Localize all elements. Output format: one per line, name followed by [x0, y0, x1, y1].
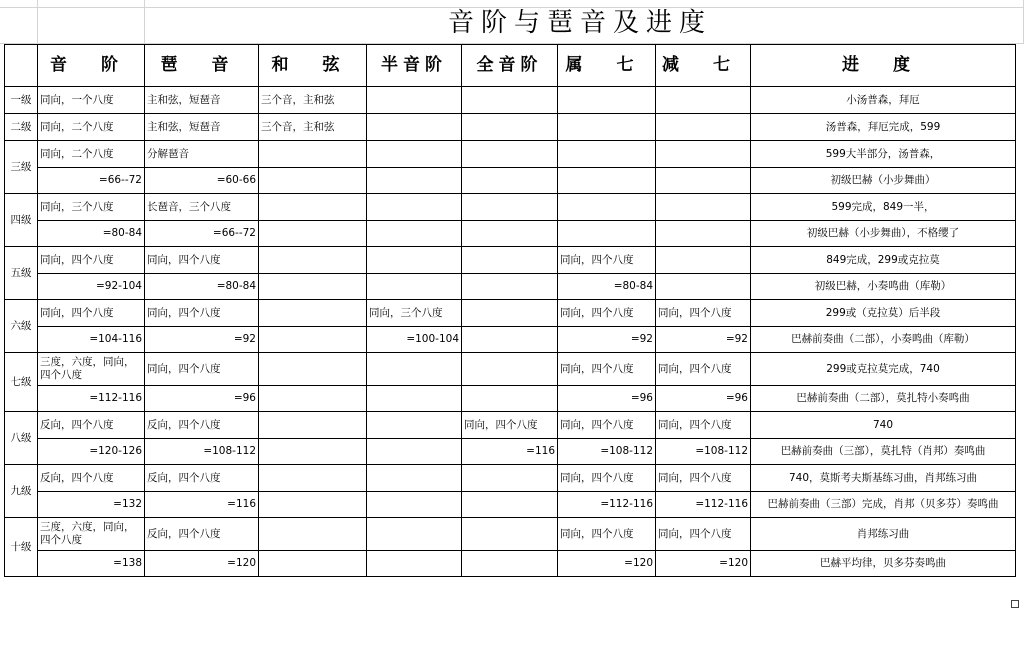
chord-tempo-cell: [259, 492, 367, 518]
arpeggio-cell: 同向，四个八度: [145, 300, 259, 327]
table-row: [5, 194, 1016, 221]
progress-table: [4, 44, 1016, 577]
progress-cell: 740: [751, 412, 1016, 439]
dominant-seventh-cell: [558, 141, 656, 168]
table-row: [5, 247, 1016, 274]
dominant-seventh-cell: 同向，四个八度: [558, 412, 656, 439]
diminished-seventh-tempo-cell: =108-112: [656, 439, 751, 465]
chord-cell: [259, 412, 367, 439]
diminished-seventh-cell: 同向，四个八度: [656, 412, 751, 439]
chord-cell: [259, 465, 367, 492]
dominant-seventh-cell: [558, 87, 656, 114]
chromatic-tempo-cell: =100-104: [367, 327, 462, 353]
scale-tempo-cell: =120-126: [38, 439, 145, 465]
diminished-seventh-cell: [656, 247, 751, 274]
whole-tone-cell: 同向，四个八度: [462, 412, 558, 439]
progress-cell: 巴赫平均律，贝多芬奏鸣曲: [751, 551, 1016, 577]
dominant-seventh-tempo-cell: [558, 221, 656, 247]
whole-tone-tempo-cell: [462, 274, 558, 300]
diminished-seventh-tempo-cell: =112-116: [656, 492, 751, 518]
resize-handle[interactable]: [1011, 600, 1019, 608]
scale-cell: 同向，四个八度: [38, 300, 145, 327]
table-row: [5, 87, 1016, 114]
arpeggio-tempo-cell: =120: [145, 551, 259, 577]
level-label: 六级: [5, 300, 38, 353]
table-row: [5, 141, 1016, 168]
whole-tone-tempo-cell: [462, 327, 558, 353]
whole-tone-cell: [462, 353, 558, 386]
chromatic-cell: [367, 353, 462, 386]
header-whole-tone: 全音阶: [462, 45, 558, 87]
header-diminished-seventh: 减 七: [656, 45, 751, 87]
table-row: [5, 492, 1016, 518]
chromatic-tempo-cell: [367, 386, 462, 412]
arpeggio-cell: 主和弦，短琶音: [145, 87, 259, 114]
whole-tone-cell: [462, 465, 558, 492]
chromatic-cell: [367, 465, 462, 492]
scale-tempo-cell: =138: [38, 551, 145, 577]
diminished-seventh-cell: [656, 141, 751, 168]
arpeggio-tempo-cell: =60-66: [145, 168, 259, 194]
dominant-seventh-cell: 同向，四个八度: [558, 300, 656, 327]
dominant-seventh-tempo-cell: =92: [558, 327, 656, 353]
progress-cell: 巴赫前奏曲（三部）完成，肖邦（贝多芬）奏鸣曲: [751, 492, 1016, 518]
whole-tone-cell: [462, 300, 558, 327]
chord-cell: [259, 300, 367, 327]
chromatic-tempo-cell: [367, 492, 462, 518]
scale-tempo-cell: =66--72: [38, 168, 145, 194]
arpeggio-tempo-cell: =92: [145, 327, 259, 353]
arpeggio-cell: 反向，四个八度: [145, 412, 259, 439]
table-row: [5, 221, 1016, 247]
chromatic-tempo-cell: [367, 274, 462, 300]
chord-tempo-cell: [259, 386, 367, 412]
progress-cell: 汤普森，拜厄完成，599: [751, 114, 1016, 141]
arpeggio-cell: 长琶音，三个八度: [145, 194, 259, 221]
dominant-seventh-cell: 同向，四个八度: [558, 247, 656, 274]
arpeggio-tempo-cell: =96: [145, 386, 259, 412]
dominant-seventh-tempo-cell: =96: [558, 386, 656, 412]
progress-cell: 299或（克拉莫）后半段: [751, 300, 1016, 327]
level-label: 二级: [5, 114, 38, 141]
dominant-seventh-tempo-cell: [558, 168, 656, 194]
chromatic-cell: [367, 518, 462, 551]
progress-cell: 599大半部分，汤普森，: [751, 141, 1016, 168]
whole-tone-cell: [462, 194, 558, 221]
diminished-seventh-tempo-cell: [656, 221, 751, 247]
dominant-seventh-cell: [558, 114, 656, 141]
chord-cell: 三个音，主和弦: [259, 114, 367, 141]
chord-cell: [259, 518, 367, 551]
level-label: 七级: [5, 353, 38, 412]
scale-tempo-cell: =132: [38, 492, 145, 518]
diminished-seventh-cell: 同向，四个八度: [656, 300, 751, 327]
progress-cell: 初级巴赫（小步舞曲），不格缨了: [751, 221, 1016, 247]
arpeggio-cell: 主和弦，短琶音: [145, 114, 259, 141]
scale-cell: 同向，四个八度: [38, 247, 145, 274]
table-row: [5, 300, 1016, 327]
chromatic-cell: [367, 87, 462, 114]
chromatic-cell: [367, 114, 462, 141]
table-row: [5, 518, 1016, 551]
table-row: [5, 168, 1016, 194]
whole-tone-tempo-cell: [462, 168, 558, 194]
diminished-seventh-cell: [656, 87, 751, 114]
arpeggio-cell: 反向，四个八度: [145, 518, 259, 551]
header-progress: 进 度: [751, 45, 1016, 87]
level-label: 一级: [5, 87, 38, 114]
whole-tone-tempo-cell: [462, 221, 558, 247]
chord-tempo-cell: [259, 327, 367, 353]
scale-cell: 三度，六度，同向，四个八度: [38, 518, 145, 551]
chord-cell: [259, 353, 367, 386]
whole-tone-cell: [462, 114, 558, 141]
sheet-title: 音阶与琶音及进度: [447, 8, 712, 38]
diminished-seventh-cell: [656, 114, 751, 141]
chord-tempo-cell: [259, 551, 367, 577]
arpeggio-cell: 同向，四个八度: [145, 353, 259, 386]
level-label: 三级: [5, 141, 38, 194]
progress-cell: 肖邦练习曲: [751, 518, 1016, 551]
chromatic-tempo-cell: [367, 551, 462, 577]
dominant-seventh-tempo-cell: =112-116: [558, 492, 656, 518]
grid-cell: [38, 0, 145, 8]
progress-cell: 初级巴赫（小步舞曲）: [751, 168, 1016, 194]
grid-cell: [0, 0, 38, 8]
dominant-seventh-cell: 同向，四个八度: [558, 353, 656, 386]
diminished-seventh-cell: 同向，四个八度: [656, 518, 751, 551]
header-row: [5, 45, 1016, 87]
progress-cell: 巴赫前奏曲（二部），小奏鸣曲（库勒）: [751, 327, 1016, 353]
header-chord: 和 弦: [259, 45, 367, 87]
table-body: [5, 87, 1016, 577]
arpeggio-tempo-cell: =80-84: [145, 274, 259, 300]
arpeggio-tempo-cell: =66--72: [145, 221, 259, 247]
progress-cell: 巴赫前奏曲（二部），莫扎特小奏鸣曲: [751, 386, 1016, 412]
progress-cell: 小汤普森，拜厄: [751, 87, 1016, 114]
progress-cell: 599完成，849一半，: [751, 194, 1016, 221]
scale-tempo-cell: =104-116: [38, 327, 145, 353]
diminished-seventh-cell: 同向，四个八度: [656, 353, 751, 386]
scale-cell: 同向，二个八度: [38, 141, 145, 168]
diminished-seventh-tempo-cell: =96: [656, 386, 751, 412]
header-dominant-seventh: 属 七: [558, 45, 656, 87]
scale-cell: 同向，二个八度: [38, 114, 145, 141]
dominant-seventh-tempo-cell: =120: [558, 551, 656, 577]
chord-tempo-cell: [259, 168, 367, 194]
progress-cell: 初级巴赫，小奏鸣曲（库勒）: [751, 274, 1016, 300]
whole-tone-cell: [462, 247, 558, 274]
whole-tone-tempo-cell: [462, 386, 558, 412]
chord-cell: [259, 194, 367, 221]
grid-cell: [0, 8, 38, 44]
table-row: [5, 465, 1016, 492]
dominant-seventh-tempo-cell: =108-112: [558, 439, 656, 465]
level-label: 十级: [5, 518, 38, 577]
scale-cell: 同向，三个八度: [38, 194, 145, 221]
whole-tone-cell: [462, 87, 558, 114]
whole-tone-tempo-cell: =116: [462, 439, 558, 465]
arpeggio-tempo-cell: =108-112: [145, 439, 259, 465]
chord-tempo-cell: [259, 221, 367, 247]
chromatic-tempo-cell: [367, 221, 462, 247]
diminished-seventh-tempo-cell: =120: [656, 551, 751, 577]
progress-cell: 740，莫斯考夫斯基练习曲，肖邦练习曲: [751, 465, 1016, 492]
header-scale: 音 阶: [38, 45, 145, 87]
level-label: 五级: [5, 247, 38, 300]
chromatic-tempo-cell: [367, 168, 462, 194]
whole-tone-tempo-cell: [462, 551, 558, 577]
chromatic-cell: [367, 247, 462, 274]
header-corner: [5, 45, 38, 87]
chord-cell: 三个音，主和弦: [259, 87, 367, 114]
arpeggio-tempo-cell: =116: [145, 492, 259, 518]
table-row: [5, 274, 1016, 300]
chromatic-cell: [367, 141, 462, 168]
whole-tone-cell: [462, 518, 558, 551]
table-row: [5, 386, 1016, 412]
arpeggio-cell: 分解琶音: [145, 141, 259, 168]
scale-cell: 同向，一个八度: [38, 87, 145, 114]
level-label: 四级: [5, 194, 38, 247]
header-chromatic: 半音阶: [367, 45, 462, 87]
whole-tone-cell: [462, 141, 558, 168]
diminished-seventh-tempo-cell: [656, 168, 751, 194]
dominant-seventh-tempo-cell: =80-84: [558, 274, 656, 300]
progress-cell: 299或克拉莫完成，740: [751, 353, 1016, 386]
table-row: [5, 439, 1016, 465]
scale-tempo-cell: =92-104: [38, 274, 145, 300]
scale-cell: 三度，六度，同向，四个八度: [38, 353, 145, 386]
header-arpeggio: 琶 音: [145, 45, 259, 87]
scale-cell: 反向，四个八度: [38, 412, 145, 439]
grid-cell: [38, 8, 145, 44]
level-label: 九级: [5, 465, 38, 518]
chromatic-cell: [367, 412, 462, 439]
table-row: [5, 551, 1016, 577]
chromatic-cell: [367, 194, 462, 221]
scale-tempo-cell: =80-84: [38, 221, 145, 247]
table-row: [5, 327, 1016, 353]
dominant-seventh-cell: 同向，四个八度: [558, 465, 656, 492]
chromatic-tempo-cell: [367, 439, 462, 465]
dominant-seventh-cell: 同向，四个八度: [558, 518, 656, 551]
arpeggio-cell: 反向，四个八度: [145, 465, 259, 492]
diminished-seventh-tempo-cell: [656, 274, 751, 300]
whole-tone-tempo-cell: [462, 492, 558, 518]
diminished-seventh-cell: [656, 194, 751, 221]
chord-tempo-cell: [259, 274, 367, 300]
chord-cell: [259, 247, 367, 274]
chord-tempo-cell: [259, 439, 367, 465]
chromatic-cell: 同向，三个八度: [367, 300, 462, 327]
table-row: [5, 114, 1016, 141]
progress-cell: 巴赫前奏曲（三部），莫扎特（肖邦）奏鸣曲: [751, 439, 1016, 465]
dominant-seventh-cell: [558, 194, 656, 221]
table-row: [5, 353, 1016, 386]
diminished-seventh-tempo-cell: =92: [656, 327, 751, 353]
level-label: 八级: [5, 412, 38, 465]
scale-cell: 反向，四个八度: [38, 465, 145, 492]
arpeggio-cell: 同向，四个八度: [145, 247, 259, 274]
progress-cell: 849完成，299或克拉莫: [751, 247, 1016, 274]
table-row: [5, 412, 1016, 439]
diminished-seventh-cell: 同向，四个八度: [656, 465, 751, 492]
chord-cell: [259, 141, 367, 168]
scale-tempo-cell: =112-116: [38, 386, 145, 412]
